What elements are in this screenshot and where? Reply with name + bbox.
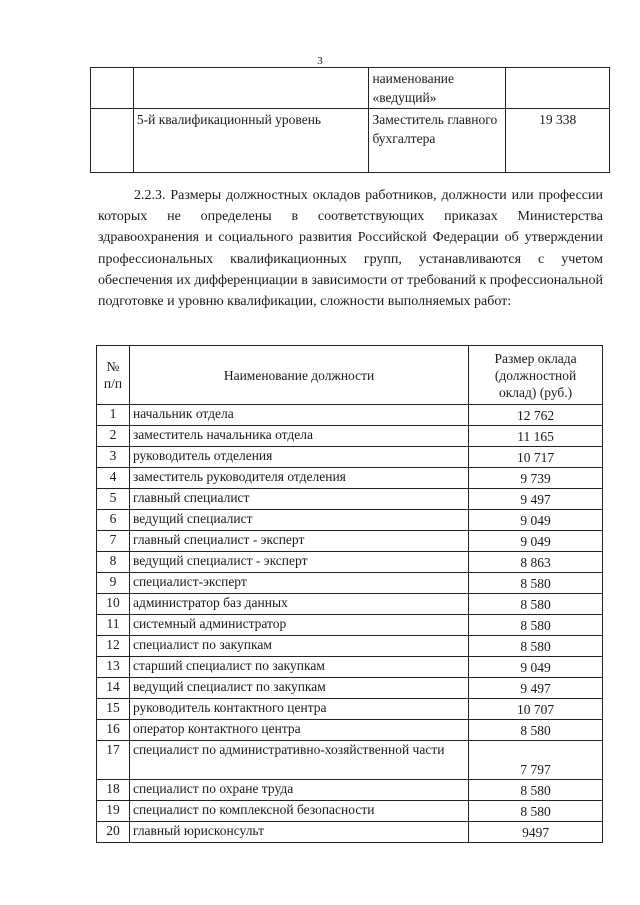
row-number: 2 (97, 426, 130, 447)
position-name: специалист по охране труда (129, 780, 468, 801)
table-cell (91, 109, 134, 173)
table-row (91, 68, 610, 109)
salary-value: 10 707 (469, 699, 603, 720)
salary-value: 9 049 (469, 510, 603, 531)
table-row (97, 405, 603, 426)
header-num: № п/п (97, 346, 130, 405)
salary-value: 8 580 (469, 594, 603, 615)
salary-value: 9 049 (469, 531, 603, 552)
salary-value: 8 580 (469, 801, 603, 822)
position-name: системный администратор (129, 615, 468, 636)
salary-value: 12 762 (469, 405, 603, 426)
position-name: специалист по административно-хозяйственной части (129, 741, 468, 780)
header-salary: Размер оклада (должностной оклад) (руб.) (469, 346, 603, 405)
row-number: 20 (97, 822, 130, 843)
position-name: руководитель контактного центра (129, 699, 468, 720)
table-row (97, 636, 603, 657)
paragraph-2-2-3: 2.2.3. Размеры должностных окладов работников, должности или профессии которых не определены в соответствующих приказах Министерства здравоохранения и социального развития Российской Федерации об утверждении профессиональных квалификационных групп, устанавливаются с учетом обеспечения их дифференциации в зависимости от требований к профессиональной подготовке и уровню квалификации, сложности выполняемых работ: (98, 188, 603, 310)
row-number: 1 (97, 405, 130, 426)
table-row (97, 720, 603, 741)
position-name: старший специалист по закупкам (129, 657, 468, 678)
header-name: Наименование должности (129, 346, 468, 405)
salary-value: 8 580 (469, 573, 603, 594)
table-row (97, 510, 603, 531)
table-row (97, 468, 603, 489)
row-number: 6 (97, 510, 130, 531)
row-number: 10 (97, 594, 130, 615)
position-name: специалист-эксперт (129, 573, 468, 594)
row-number: 14 (97, 678, 130, 699)
table-row (91, 109, 610, 173)
position-name: Заместитель главного бухгалтера (369, 109, 506, 173)
table-row (97, 552, 603, 573)
table-row (97, 741, 603, 780)
salary-value: 8 580 (469, 780, 603, 801)
salary-value: 8 863 (469, 552, 603, 573)
salary-value: 19 338 (506, 109, 610, 173)
position-name: главный специалист - эксперт (129, 531, 468, 552)
table-row (97, 426, 603, 447)
qualification-level: 5-й квалификационный уровень (133, 109, 369, 173)
salary-value: 7 797 (469, 741, 603, 780)
row-number: 4 (97, 468, 130, 489)
table-header-row (97, 346, 603, 405)
table-row (97, 780, 603, 801)
salary-table (96, 345, 603, 843)
row-number: 7 (97, 531, 130, 552)
salary-value: 9497 (469, 822, 603, 843)
continuation-table (90, 67, 610, 173)
salary-value: 8 580 (469, 615, 603, 636)
table-row (97, 531, 603, 552)
position-name: заместитель руководителя отделения (129, 468, 468, 489)
position-name: оператор контактного центра (129, 720, 468, 741)
position-name: руководитель отделения (129, 447, 468, 468)
table-row (97, 573, 603, 594)
page-number: 3 (317, 55, 323, 67)
salary-value: 8 580 (469, 720, 603, 741)
position-name: главный юрисконсульт (129, 822, 468, 843)
row-number: 16 (97, 720, 130, 741)
salary-value: 9 739 (469, 468, 603, 489)
row-number: 17 (97, 741, 130, 780)
row-number: 11 (97, 615, 130, 636)
salary-value: 10 717 (469, 447, 603, 468)
row-number: 13 (97, 657, 130, 678)
table-cell (506, 68, 610, 109)
table-row (97, 699, 603, 720)
position-name: специалист по комплексной безопасности (129, 801, 468, 822)
salary-value: 11 165 (469, 426, 603, 447)
row-number: 5 (97, 489, 130, 510)
table-row (97, 615, 603, 636)
table-row (97, 801, 603, 822)
salary-value: 9 497 (469, 678, 603, 699)
position-name: администратор баз данных (129, 594, 468, 615)
table-row (97, 822, 603, 843)
salary-value: 9 497 (469, 489, 603, 510)
table-cell (91, 68, 134, 109)
row-number: 15 (97, 699, 130, 720)
position-name: главный специалист (129, 489, 468, 510)
salary-value: 8 580 (469, 636, 603, 657)
row-number: 9 (97, 573, 130, 594)
salary-value: 9 049 (469, 657, 603, 678)
table-cell: наименование «ведущий» (369, 68, 506, 109)
row-number: 19 (97, 801, 130, 822)
position-name: специалист по закупкам (129, 636, 468, 657)
position-name: заместитель начальника отдела (129, 426, 468, 447)
table-row (97, 594, 603, 615)
position-name: ведущий специалист - эксперт (129, 552, 468, 573)
row-number: 12 (97, 636, 130, 657)
row-number: 3 (97, 447, 130, 468)
row-number: 18 (97, 780, 130, 801)
table-cell (133, 68, 369, 109)
table-row (97, 489, 603, 510)
position-name: ведущий специалист (129, 510, 468, 531)
table-row (97, 657, 603, 678)
row-number: 8 (97, 552, 130, 573)
position-name: ведущий специалист по закупкам (129, 678, 468, 699)
table-row (97, 678, 603, 699)
position-name: начальник отдела (129, 405, 468, 426)
table-row (97, 447, 603, 468)
